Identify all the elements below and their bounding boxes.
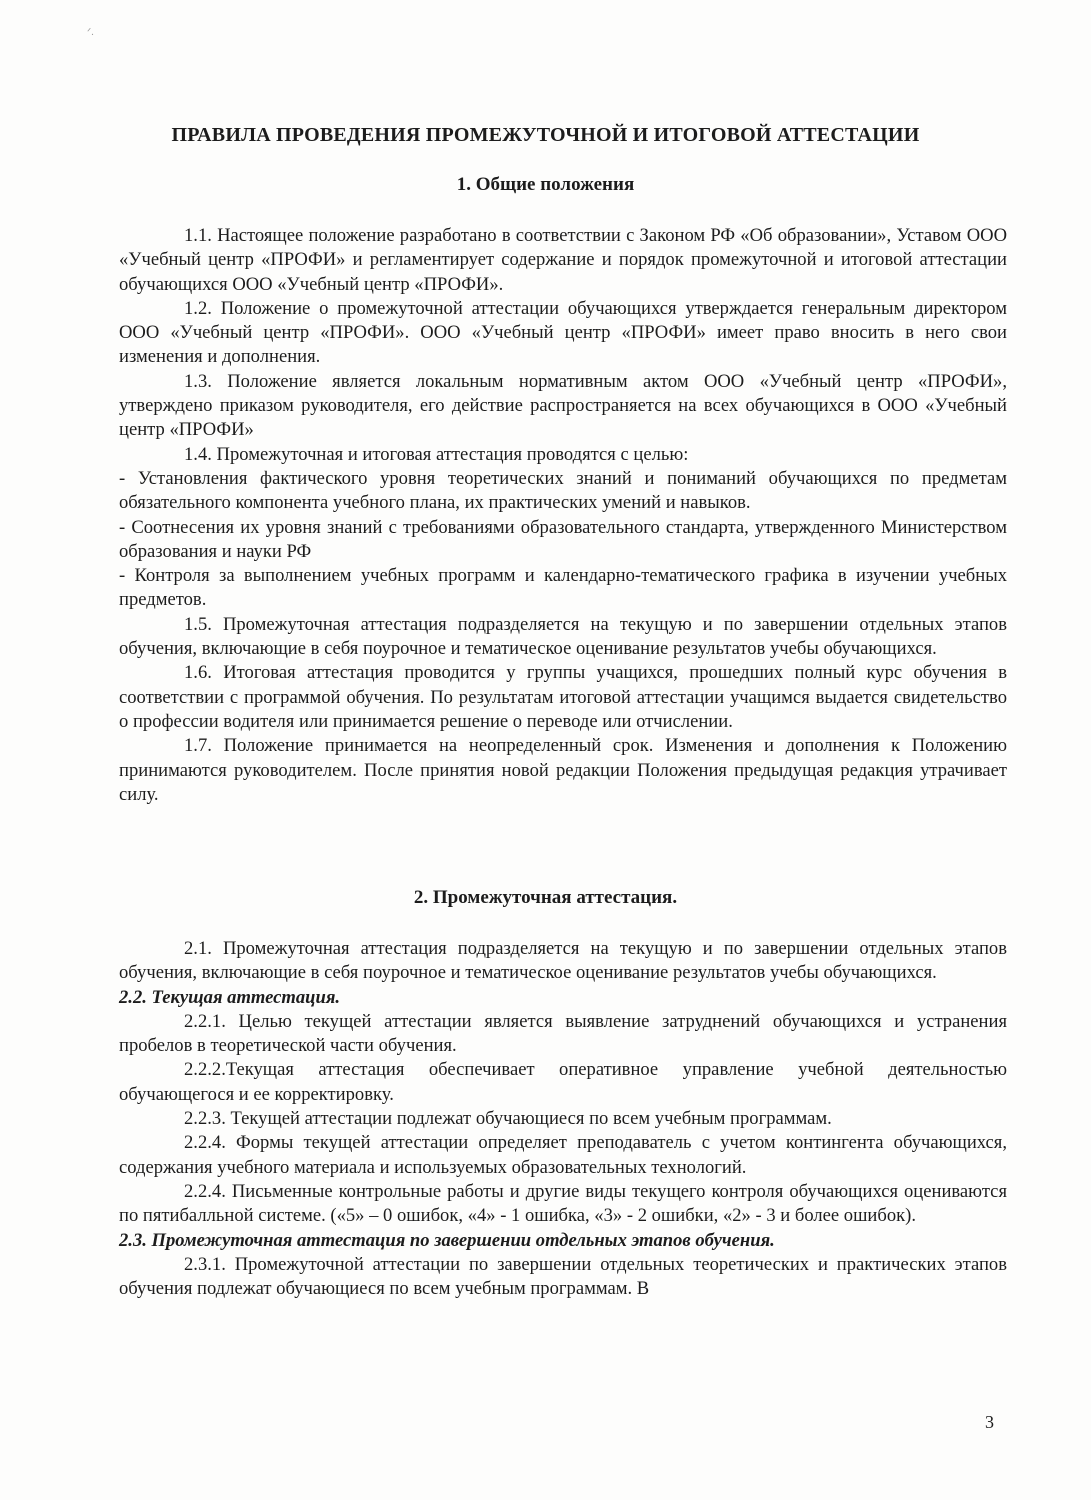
paragraph-1-5: 1.5. Промежуточная аттестация подразделяется на текущую и по завершении отдельных этапов обучения, включающие в себя поурочное и тематическое оценивание результатов учебы обучающихся. [119, 613, 1007, 660]
section-1-heading: 1. Общие положения [456, 174, 635, 195]
paragraph-2-1: 2.1. Промежуточная аттестация подразделяется на текущую и по завершении отдельных этапов обучения, включающие в себя поурочное и тематическое оценивание результатов учебы обучающихся. [119, 938, 1007, 984]
subheading-2-2: 2.2. Текущая аттестация. [119, 986, 341, 1008]
paragraph-1-6: 1.6. Итоговая аттестация проводится у группы учащихся, прошедших полный курс обучения в соответствии с программой обучения. По результатам итоговой аттестации учащимся выдается свидетельство о профессии водителя или принимается решение о переводе или отчислении. [119, 662, 1007, 732]
subheading-2-3: 2.3. Промежуточная аттестация по завершении отдельных этапов обучения. [119, 1229, 775, 1251]
paragraph-1-3: 1.3. Положение является локальным нормативным актом ООО «Учебный центр «ПРОФИ», утверждено приказом руководителя, его действие распространяется на всех обучающихся в ООО «Учебный центр «ПРОФИ» [119, 370, 1007, 441]
page-number: 3 [985, 1412, 994, 1432]
paragraph-1-4: 1.4. Промежуточная и итоговая аттестация проводятся с целью: [184, 443, 689, 465]
paragraph-2-2-4a: 2.2.4. Формы текущей аттестации определяет преподаватель с учетом контингента обучающихся, содержания учебного материала и используемых образовательных технологий. [119, 1132, 1007, 1178]
section-2-body [119, 937, 1007, 1301]
section-2-heading: 2. Промежуточная аттестация. [413, 887, 678, 908]
paragraph-2-2-4b: 2.2.4. Письменные контрольные работы и другие виды текущего контроля обучающихся оцениваются по пятибалльной системе. («5» – 0 ошибок, «4» - 1 ошибка, «3» - 2 ошибки, «2» - 3 и более ошибок). [119, 1180, 1007, 1227]
document-title: ПРАВИЛА ПРОВЕДЕНИЯ ПРОМЕЖУТОЧНОЙ И ИТОГОВОЙ АТТЕСТАЦИИ [171, 124, 920, 146]
paragraph-1-2: 1.2. Положение о промежуточной аттестации обучающихся утверждается генеральным директором ООО «Учебный центр «ПРОФИ». ООО «Учебный центр «ПРОФИ» имеет право вносить в него свои изменения и дополнения. [119, 297, 1007, 368]
paragraph-1-7: 1.7. Положение принимается на неопределенный срок. Изменения и дополнения к Положению принимаются руководителем. После принятия новой редакции Положения предыдущая редакция утрачивает силу. [119, 735, 1007, 805]
list-item-goal-1: - Установления фактического уровня теоретических знаний и пониманий обучающихся по предметам обязательного компонента учебного плана, их практических умений и навыков. [119, 467, 1007, 514]
paragraph-2-3-1: 2.3.1. Промежуточной аттестации по завершении отдельных теоретических и практических этапов обучения подлежат обучающиеся по всем учебным программам. В [119, 1253, 1007, 1300]
scan-mark: ᐟ. [87, 27, 94, 38]
paragraph-1-1: 1.1. Настоящее положение разработано в соответствии с Законом РФ «Об образовании», Уставом ООО «Учебный центр «ПРОФИ» и регламентирует содержание и порядок промежуточной и итоговой аттестации обучающихся ООО «Учебный центр «ПРОФИ». [119, 225, 1007, 295]
paragraph-2-2-2: 2.2.2.Текущая аттестация обеспечивает оперативное управление учебной деятельностью обучающегося и ее корректировку. [119, 1059, 1007, 1105]
list-item-goal-3: - Контроля за выполнением учебных программ и календарно-тематического графика в изучении учебных предметов. [119, 565, 1007, 611]
paragraph-2-2-3: 2.2.3. Текущей аттестации подлежат обучающиеся по всем учебным программам. [184, 1108, 832, 1130]
section-1-body [119, 224, 1007, 807]
list-item-goal-2: - Соотнесения их уровня знаний с требованиями образовательного стандарта, утвержденного Министерством образования и науки РФ [119, 516, 1007, 562]
paragraph-2-2-1: 2.2.1. Целью текущей аттестации является выявление затруднений обучающихся и устранения пробелов в теоретической части обучения. [119, 1010, 1007, 1057]
